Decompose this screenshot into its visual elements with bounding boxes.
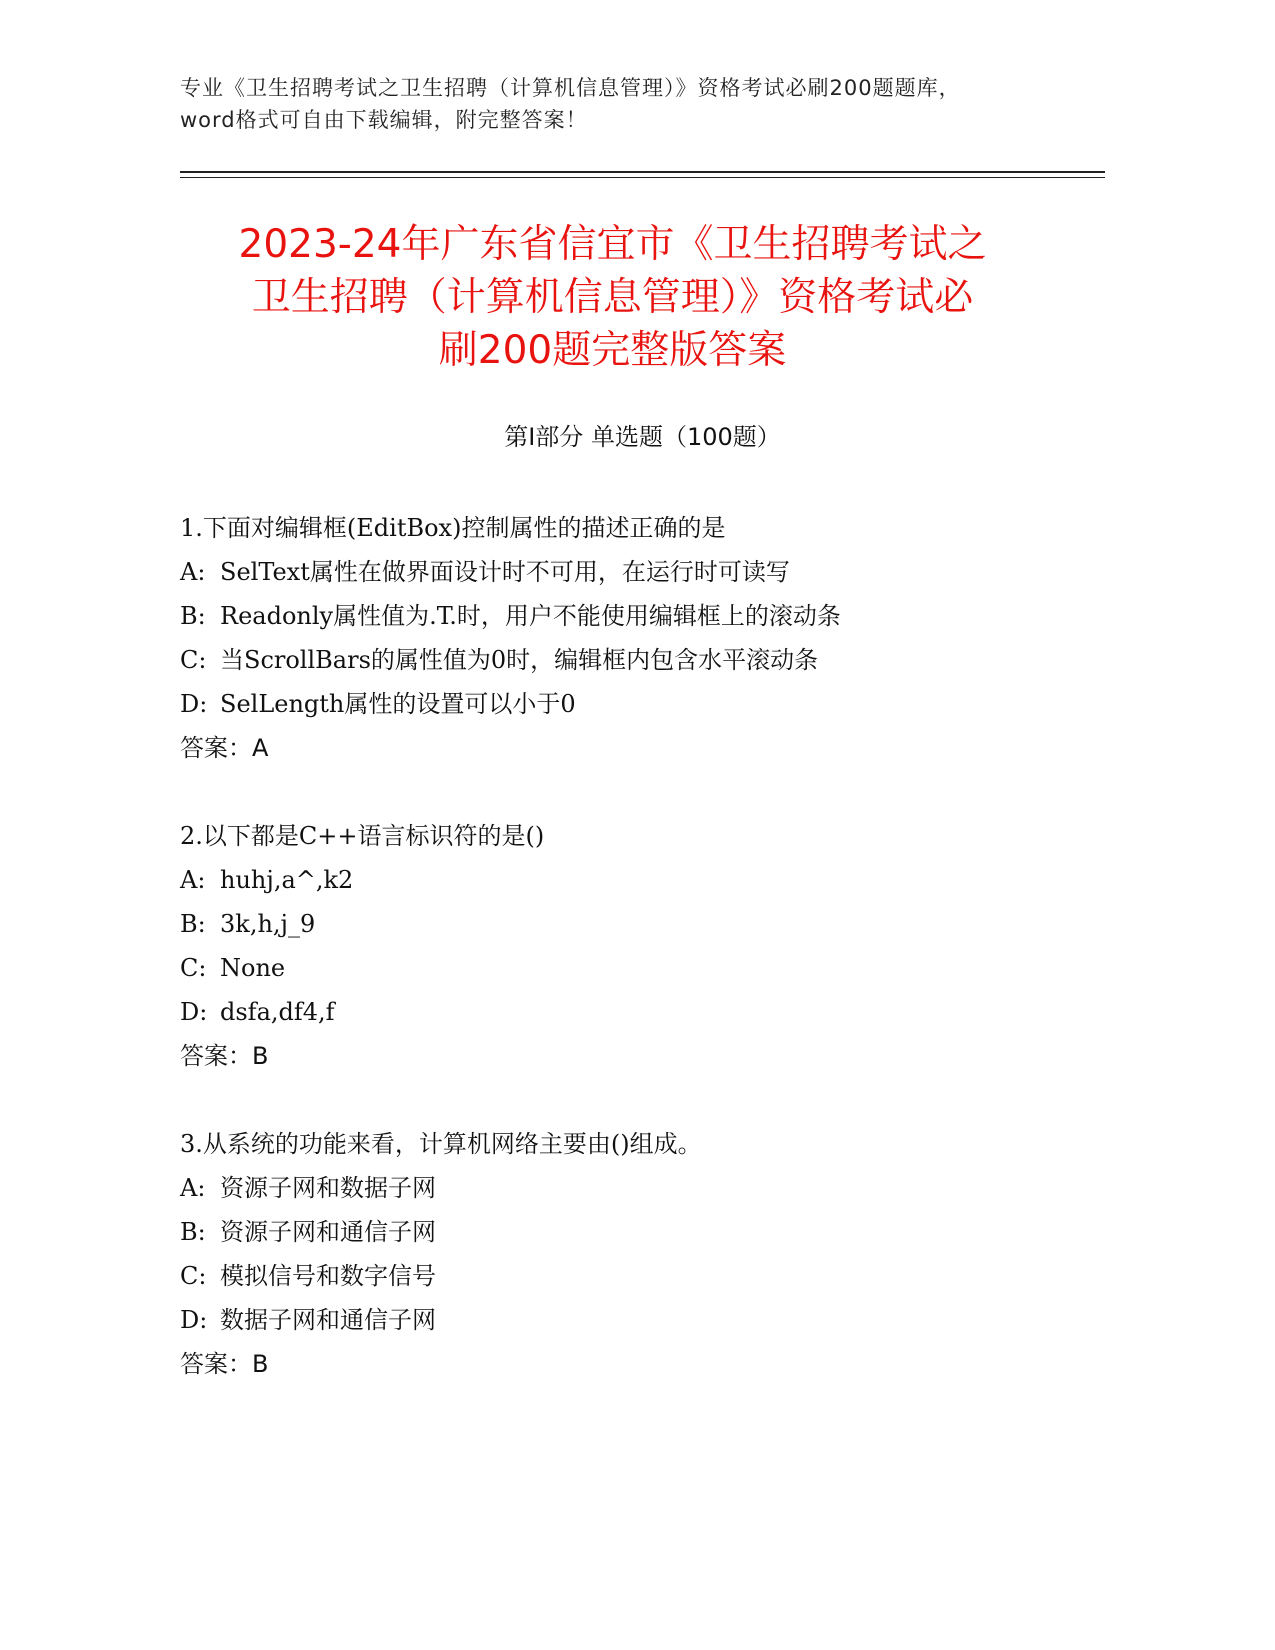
- option-key: D:: [180, 998, 208, 1026]
- document-title-line-2: 卫生招聘（计算机信息管理）》资格考试必: [251, 275, 974, 320]
- option-text: SelLength属性的设置可以小于0: [220, 690, 576, 718]
- option-c: [180, 1254, 1100, 1298]
- option-key: C:: [180, 954, 207, 982]
- question-3: [180, 1122, 1100, 1386]
- question-1: [180, 506, 1100, 770]
- document-title-line-1: 2023-24年广东省信宜市《卫生招聘考试之: [238, 222, 987, 267]
- option-key: C:: [180, 1262, 207, 1290]
- option-text: 数据子网和通信子网: [220, 1306, 436, 1334]
- header-note: [180, 72, 1100, 136]
- answer-line: 答案：B: [180, 1350, 269, 1378]
- header-note-line-2: word格式可自由下载编辑，附完整答案！: [180, 108, 588, 132]
- document-title: [150, 218, 1075, 377]
- header-divider-thick: [180, 171, 1105, 173]
- option-key: D:: [180, 690, 208, 718]
- option-key: B:: [180, 910, 206, 938]
- option-a: [180, 1166, 1100, 1210]
- option-key: D:: [180, 1306, 208, 1334]
- answer-line: 答案：A: [180, 734, 269, 762]
- option-a: [180, 550, 1100, 594]
- option-text: 当ScrollBars的属性值为0时，编辑框内包含水平滚动条: [220, 646, 819, 674]
- option-text: None: [220, 954, 286, 982]
- option-a: [180, 858, 1100, 902]
- question-stem: 1.下面对编辑框(EditBox)控制属性的描述正确的是: [180, 514, 726, 542]
- answer-line: 答案：B: [180, 1042, 269, 1070]
- option-key: B:: [180, 1218, 206, 1246]
- question-2: [180, 814, 1100, 1078]
- option-key: A:: [180, 866, 206, 894]
- option-text: 资源子网和数据子网: [220, 1174, 436, 1202]
- option-b: [180, 902, 1100, 946]
- option-key: B:: [180, 602, 206, 630]
- option-text: dsfa,df4,f: [220, 998, 335, 1026]
- option-c: [180, 946, 1100, 990]
- option-d: [180, 1298, 1100, 1342]
- question-stem: 3.从系统的功能来看，计算机网络主要由()组成。: [180, 1130, 702, 1158]
- document-title-line-3: 刷200题完整版答案: [438, 328, 787, 373]
- option-key: C:: [180, 646, 207, 674]
- section-title: 第Ⅰ部分 单选题（100题）: [504, 423, 781, 451]
- option-text: 3k,h,j_9: [220, 910, 316, 938]
- header-note-line-1: 专业《卫生招聘考试之卫生招聘（计算机信息管理）》资格考试必刷200题题库，: [180, 76, 961, 100]
- option-text: Readonly属性值为.T.时，用户不能使用编辑框上的滚动条: [220, 602, 841, 630]
- option-text: 模拟信号和数字信号: [220, 1262, 436, 1290]
- option-c: [180, 638, 1100, 682]
- option-text: SelText属性在做界面设计时不可用，在运行时可读写: [220, 558, 790, 586]
- option-d: [180, 990, 1100, 1034]
- option-key: A:: [180, 1174, 206, 1202]
- option-key: A:: [180, 558, 206, 586]
- option-text: 资源子网和通信子网: [220, 1218, 436, 1246]
- option-b: [180, 1210, 1100, 1254]
- header-divider-thin: [180, 177, 1105, 178]
- option-text: huhj,a^,k2: [220, 866, 354, 894]
- option-d: [180, 682, 1100, 726]
- question-stem: 2.以下都是C++语言标识符的是(): [180, 822, 545, 850]
- question-list: [180, 506, 1100, 1430]
- option-b: [180, 594, 1100, 638]
